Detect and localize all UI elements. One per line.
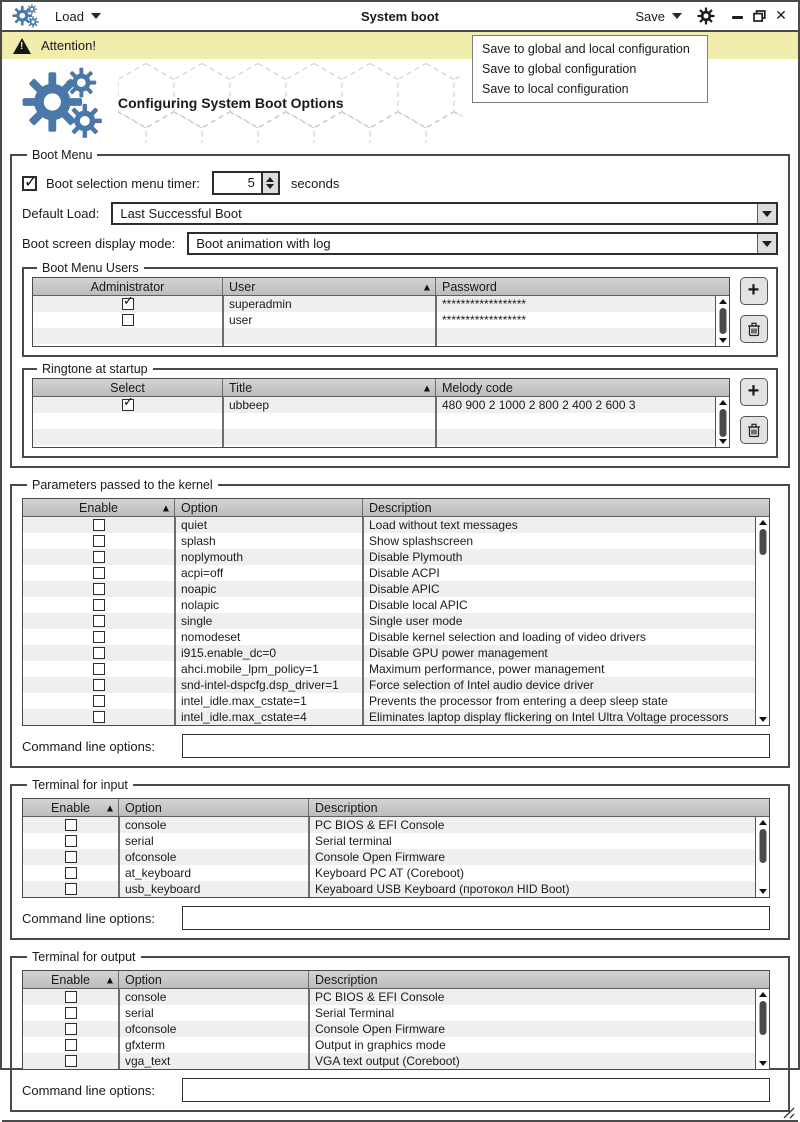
display-mode-label: Boot screen display mode: <box>22 236 176 251</box>
row-checkbox[interactable] <box>65 835 77 847</box>
kernel-params-table <box>22 498 770 726</box>
spinner-buttons[interactable] <box>261 173 278 193</box>
table-row[interactable] <box>23 661 769 677</box>
table-row[interactable] <box>23 517 769 533</box>
row-checkbox[interactable] <box>93 551 105 563</box>
spin-down-icon[interactable] <box>266 184 274 189</box>
column-header-label: Enable <box>79 500 118 515</box>
row-checkbox[interactable] <box>65 883 77 895</box>
titlebar <box>2 2 798 32</box>
table-header <box>23 799 769 817</box>
column-header-option[interactable] <box>175 499 363 516</box>
table-cell: user <box>229 313 253 327</box>
table-cell: ofconsole <box>125 1022 177 1036</box>
column-header-user[interactable] <box>223 278 436 295</box>
column-header-label: Description <box>369 500 432 515</box>
table-cell: Disable GPU power management <box>369 646 548 660</box>
column-header-label: Option <box>125 800 162 815</box>
column-header-label: Select <box>110 380 145 395</box>
row-checkbox[interactable] <box>93 599 105 611</box>
table-row[interactable] <box>23 865 769 881</box>
table-cell: i915.enable_dc=0 <box>181 646 277 660</box>
scroll-thumb[interactable] <box>759 529 766 555</box>
maximize-button[interactable] <box>752 9 766 23</box>
scroll-up-icon[interactable] <box>719 400 727 405</box>
terminal-input-section <box>10 778 790 940</box>
table-cell: vga_text <box>125 1054 171 1068</box>
kernel-cmdline-input[interactable] <box>182 734 770 758</box>
save-menu-item[interactable]: Save to global and local configuration <box>482 42 690 56</box>
column-header-label: Option <box>125 972 162 987</box>
table-cell: acpi=off <box>181 566 224 580</box>
chevron-down-icon <box>762 211 772 217</box>
table-cell: intel_idle.max_cstate=1 <box>181 694 307 708</box>
column-divider <box>362 517 364 725</box>
table-cell: ofconsole <box>125 850 177 864</box>
restore-icon <box>753 10 766 22</box>
table-row[interactable] <box>23 709 769 725</box>
table-cell: Prevents the processor from entering a deep sleep state <box>369 694 668 708</box>
scroll-thumb[interactable] <box>759 829 766 863</box>
attention-label: Attention! <box>41 38 96 53</box>
add-row-button[interactable] <box>740 378 768 406</box>
chevron-down-icon <box>672 13 682 19</box>
cmdline-label: Command line options: <box>22 1082 155 1098</box>
table-cell <box>23 989 119 1005</box>
table-row[interactable] <box>23 881 769 897</box>
combobox-arrow-button[interactable] <box>757 204 776 223</box>
terminal-input-table <box>22 798 770 898</box>
save-menu-label: Save <box>635 8 665 24</box>
timer-label: Boot selection menu timer: <box>46 175 200 191</box>
save-menu-button[interactable] <box>635 9 682 24</box>
table-cell <box>23 1005 119 1021</box>
table-row[interactable] <box>23 1037 769 1053</box>
table-cell <box>23 677 175 693</box>
chevron-down-icon <box>91 13 101 19</box>
display-mode-combobox[interactable] <box>187 232 778 255</box>
table-row[interactable] <box>33 397 729 413</box>
combobox-value: Boot animation with log <box>196 236 331 251</box>
column-divider <box>118 817 120 897</box>
table-cell: ****************** <box>442 313 527 327</box>
plus-icon: + <box>747 279 760 301</box>
column-header-enable[interactable] <box>23 971 119 988</box>
table-row[interactable] <box>23 677 769 693</box>
row-checkbox[interactable] <box>65 1023 77 1035</box>
table-header <box>33 278 729 296</box>
spin-up-icon[interactable] <box>266 177 274 182</box>
row-checkbox[interactable] <box>93 519 105 531</box>
default-load-label: Default Load: <box>22 206 100 221</box>
combobox-arrow-button[interactable] <box>757 234 776 253</box>
column-divider <box>308 817 310 897</box>
table-header <box>23 499 769 517</box>
column-header-label: Option <box>181 500 218 515</box>
row-checkbox[interactable] <box>65 991 77 1003</box>
column-divider <box>222 296 224 346</box>
table-row[interactable] <box>23 817 769 833</box>
cmdline-label: Command line options: <box>22 910 155 926</box>
row-checkbox[interactable] <box>65 867 77 879</box>
table-cell: Eliminates laptop display flickering on Intel Ultra Voltage processors <box>369 710 729 724</box>
column-divider <box>118 989 120 1069</box>
column-header-label: Enable <box>51 800 90 815</box>
table-row[interactable] <box>23 597 769 613</box>
table-row[interactable] <box>23 549 769 565</box>
table-header <box>23 971 769 989</box>
row-checkbox[interactable] <box>93 711 105 723</box>
table-cell <box>23 517 175 533</box>
table-cell <box>23 865 119 881</box>
table-cell <box>23 1037 119 1053</box>
column-header-label: Password <box>442 279 497 294</box>
table-row[interactable] <box>23 565 769 581</box>
table-cell: serial <box>125 1006 154 1020</box>
column-header-label: Description <box>315 972 378 987</box>
row-checkbox[interactable] <box>65 1007 77 1019</box>
table-cell <box>23 817 119 833</box>
row-checkbox[interactable] <box>65 1039 77 1051</box>
table-header <box>33 379 729 397</box>
column-header-label: Description <box>315 800 378 815</box>
column-header-enable[interactable] <box>23 499 175 516</box>
column-header-description[interactable] <box>363 499 769 516</box>
cmdline-row <box>22 734 778 758</box>
table-cell: ****************** <box>442 297 527 311</box>
scroll-thumb[interactable] <box>719 409 726 437</box>
table-cell: Keyboard PC AT (Coreboot) <box>315 866 464 880</box>
column-header-option[interactable] <box>119 971 309 988</box>
table-cell: Force selection of Intel audio device driver <box>369 678 594 692</box>
table-cell <box>23 1021 119 1037</box>
column-divider <box>308 989 310 1069</box>
table-cell: Disable APIC <box>369 582 440 596</box>
table-cell: snd-intel-dspcfg.dsp_driver=1 <box>181 678 339 692</box>
column-header-enable[interactable] <box>23 799 119 816</box>
row-checkbox[interactable] <box>65 819 77 831</box>
table-cell: nomodeset <box>181 630 241 644</box>
table-cell: PC BIOS & EFI Console <box>315 818 445 832</box>
save-menu-item[interactable]: Save to global configuration <box>482 62 637 76</box>
table-cell: console <box>125 818 167 832</box>
gears-logo <box>20 67 104 139</box>
column-header-title[interactable] <box>223 379 436 396</box>
table-cell: Show splashscreen <box>369 534 474 548</box>
scroll-up-icon[interactable] <box>759 520 767 525</box>
scroll-down-icon[interactable] <box>759 1061 767 1066</box>
table-cell <box>23 565 175 581</box>
table-cell: splash <box>181 534 216 548</box>
row-checkbox[interactable] <box>122 298 134 310</box>
column-header-password[interactable] <box>436 278 729 295</box>
table-row[interactable] <box>23 1021 769 1037</box>
table-cell <box>23 613 175 629</box>
boot-menu-users-section <box>22 261 778 357</box>
row-checkbox[interactable] <box>93 567 105 579</box>
table-row[interactable] <box>23 1053 769 1069</box>
resize-grip[interactable] <box>781 1105 795 1119</box>
row-checkbox[interactable] <box>93 535 105 547</box>
table-row[interactable] <box>23 849 769 865</box>
table-body <box>23 517 769 725</box>
ringtone-section <box>22 362 778 458</box>
sort-asc-icon: ▲ <box>423 282 430 291</box>
table-cell <box>23 533 175 549</box>
chevron-down-icon <box>762 241 772 247</box>
kernel-params-section <box>10 478 790 768</box>
column-header-label: Melody code <box>442 380 513 395</box>
scroll-down-icon[interactable] <box>759 717 767 722</box>
section-legend: Parameters passed to the kernel <box>32 478 213 492</box>
table-cell <box>23 881 119 897</box>
default-load-combobox[interactable] <box>111 202 778 225</box>
column-header-option[interactable] <box>119 799 309 816</box>
scroll-up-icon[interactable] <box>719 299 727 304</box>
plus-icon: + <box>747 380 760 402</box>
cmdline-row <box>22 906 778 930</box>
table-cell: Console Open Firmware <box>315 1022 446 1036</box>
table-cell: Load without text messages <box>369 518 518 532</box>
table-cell: Output in graphics mode <box>315 1038 446 1052</box>
row-checkbox[interactable] <box>65 851 77 863</box>
table-row[interactable] <box>23 645 769 661</box>
table-cell <box>23 581 175 597</box>
table-cell: Disable ACPI <box>369 566 440 580</box>
sort-asc-icon: ▲ <box>106 975 113 984</box>
table-cell: superadmin <box>229 297 292 311</box>
table-cell: Disable Plymouth <box>369 550 463 564</box>
column-header-label: Title <box>229 380 253 395</box>
table-cell: Single user mode <box>369 614 463 628</box>
display-mode-row <box>22 232 778 255</box>
load-menu-button[interactable] <box>55 9 101 24</box>
terminal-output-table <box>22 970 770 1070</box>
section-legend: Terminal for input <box>32 778 128 792</box>
timer-value[interactable]: 5 <box>214 173 261 193</box>
table-cell <box>33 312 223 328</box>
add-row-button[interactable] <box>740 277 768 305</box>
column-header-description[interactable] <box>309 799 769 816</box>
table-cell: serial <box>125 834 154 848</box>
column-header-label: Administrator <box>90 279 165 294</box>
table-cell: Disable local APIC <box>369 598 468 612</box>
sort-asc-icon: ▲ <box>106 803 113 812</box>
vertical-scrollbar[interactable] <box>715 397 729 447</box>
table-cell <box>23 661 175 677</box>
table-row[interactable] <box>23 1005 769 1021</box>
delete-row-button[interactable] <box>740 315 768 343</box>
row-checkbox[interactable] <box>93 615 105 627</box>
table-cell <box>33 397 223 413</box>
table-body <box>23 989 769 1069</box>
row-checkbox[interactable] <box>93 663 105 675</box>
table-cell: nolapic <box>181 598 220 612</box>
column-divider <box>435 397 437 447</box>
page-title: Configuring System Boot Options <box>118 94 344 111</box>
window-title: System boot <box>360 8 439 24</box>
table-row[interactable] <box>23 581 769 597</box>
table-cell: at_keyboard <box>125 866 192 880</box>
column-divider <box>222 397 224 447</box>
table-cell <box>23 693 175 709</box>
section-legend: Boot Menu <box>32 148 93 162</box>
table-cell <box>23 629 175 645</box>
table-cell: ahci.mobile_lpm_policy=1 <box>181 662 319 676</box>
table-cell: single <box>181 614 213 628</box>
scroll-up-icon[interactable] <box>759 820 767 825</box>
table-cell <box>23 833 119 849</box>
table-cell: PC BIOS & EFI Console <box>315 990 445 1004</box>
trash-icon <box>747 423 761 438</box>
sort-asc-icon: ▲ <box>423 383 430 392</box>
timer-unit-label: seconds <box>290 175 340 191</box>
section-legend: Boot Menu Users <box>42 261 139 275</box>
column-header-select[interactable] <box>33 379 223 396</box>
delete-row-button[interactable] <box>740 416 768 444</box>
table-actions <box>739 277 768 343</box>
save-dropdown-menu <box>472 35 708 103</box>
section-legend: Terminal for output <box>32 950 136 964</box>
table-cell: Console Open Firmware <box>315 850 446 864</box>
boot-menu-section <box>10 148 790 468</box>
vertical-scrollbar[interactable] <box>755 517 769 725</box>
column-header-label: Enable <box>51 972 90 987</box>
timer-spinner[interactable] <box>212 171 280 195</box>
table-cell: VGA text output (Coreboot) <box>315 1054 460 1068</box>
terminal-output-cmdline-input[interactable] <box>182 1078 770 1102</box>
close-button[interactable] <box>774 9 788 23</box>
row-checkbox[interactable] <box>93 695 105 707</box>
scroll-thumb[interactable] <box>719 308 726 334</box>
table-body <box>33 296 729 346</box>
table-row[interactable] <box>33 296 729 312</box>
row-checkbox[interactable] <box>93 631 105 643</box>
cmdline-label: Command line options: <box>22 738 155 754</box>
column-header-label: User <box>229 279 256 294</box>
table-row[interactable] <box>23 989 769 1005</box>
table-cell <box>23 597 175 613</box>
combobox-value: Last Successful Boot <box>120 206 242 221</box>
table-cell: noplymouth <box>181 550 244 564</box>
table-cell <box>23 709 175 725</box>
scroll-down-icon[interactable] <box>719 338 727 343</box>
column-header-administrator[interactable] <box>33 278 223 295</box>
table-body <box>33 397 729 447</box>
load-menu-label: Load <box>55 8 84 24</box>
table-cell: Serial Terminal <box>315 1006 395 1020</box>
vertical-scrollbar[interactable] <box>755 989 769 1069</box>
terminal-output-section <box>10 950 790 1112</box>
table-cell: console <box>125 990 167 1004</box>
row-checkbox[interactable] <box>93 583 105 595</box>
table-cell <box>23 1053 119 1069</box>
default-load-row <box>22 202 778 225</box>
minimize-button[interactable] <box>730 9 744 23</box>
warning-icon <box>13 38 31 54</box>
section-legend: Ringtone at startup <box>42 362 148 376</box>
table-cell: noapic <box>181 582 217 596</box>
timer-row <box>22 171 778 195</box>
header-banner <box>118 63 462 143</box>
table-row[interactable] <box>23 833 769 849</box>
column-divider <box>435 296 437 346</box>
table-cell: Serial terminal <box>315 834 392 848</box>
timer-checkbox[interactable] <box>22 176 37 191</box>
table-cell <box>23 549 175 565</box>
trash-icon <box>747 322 761 337</box>
table-cell: quiet <box>181 518 208 532</box>
save-menu-item[interactable]: Save to local configuration <box>482 82 629 96</box>
scroll-up-icon[interactable] <box>759 992 767 997</box>
table-row[interactable] <box>33 312 729 328</box>
scroll-thumb[interactable] <box>759 1001 766 1035</box>
table-cell: intel_idle.max_cstate=4 <box>181 710 307 724</box>
table-cell: 480 900 2 1000 2 800 2 400 2 600 3 <box>442 398 636 412</box>
row-checkbox[interactable] <box>122 314 134 326</box>
row-checkbox[interactable] <box>93 679 105 691</box>
table-cell: Maximum performance, power management <box>369 662 605 676</box>
scroll-down-icon[interactable] <box>719 439 727 444</box>
vertical-scrollbar[interactable] <box>755 817 769 897</box>
table-cell: gfxterm <box>125 1038 166 1052</box>
minimize-icon <box>732 16 743 19</box>
row-checkbox[interactable] <box>65 1055 77 1067</box>
column-header-melody-code[interactable] <box>436 379 729 396</box>
terminal-input-cmdline-input[interactable] <box>182 906 770 930</box>
sort-asc-icon: ▲ <box>162 503 169 512</box>
table-actions <box>739 378 768 444</box>
column-header-description[interactable] <box>309 971 769 988</box>
table-cell: usb_keyboard <box>125 882 201 896</box>
column-divider <box>174 517 176 725</box>
table-row[interactable] <box>23 533 769 549</box>
table-cell: Keyaboard USB Keyboard (протокол HID Boot) <box>315 882 570 896</box>
table-row[interactable] <box>23 629 769 645</box>
table-cell: Disable kernel selection and loading of video drivers <box>369 630 646 644</box>
table-cell <box>23 645 175 661</box>
table-row[interactable] <box>23 693 769 709</box>
vertical-scrollbar[interactable] <box>715 296 729 346</box>
row-checkbox[interactable] <box>93 647 105 659</box>
scroll-down-icon[interactable] <box>759 889 767 894</box>
settings-gear-icon[interactable] <box>697 7 715 25</box>
table-cell: ubbeep <box>229 398 270 412</box>
table-body <box>23 817 769 897</box>
cmdline-row <box>22 1078 778 1102</box>
app-gears-icon <box>12 4 39 28</box>
ringtone-table <box>32 378 730 448</box>
table-row[interactable] <box>23 613 769 629</box>
row-checkbox[interactable] <box>122 399 134 411</box>
table-cell <box>23 849 119 865</box>
boot-menu-users-table <box>32 277 730 347</box>
close-icon: ✕ <box>775 8 787 24</box>
table-cell <box>33 296 223 312</box>
